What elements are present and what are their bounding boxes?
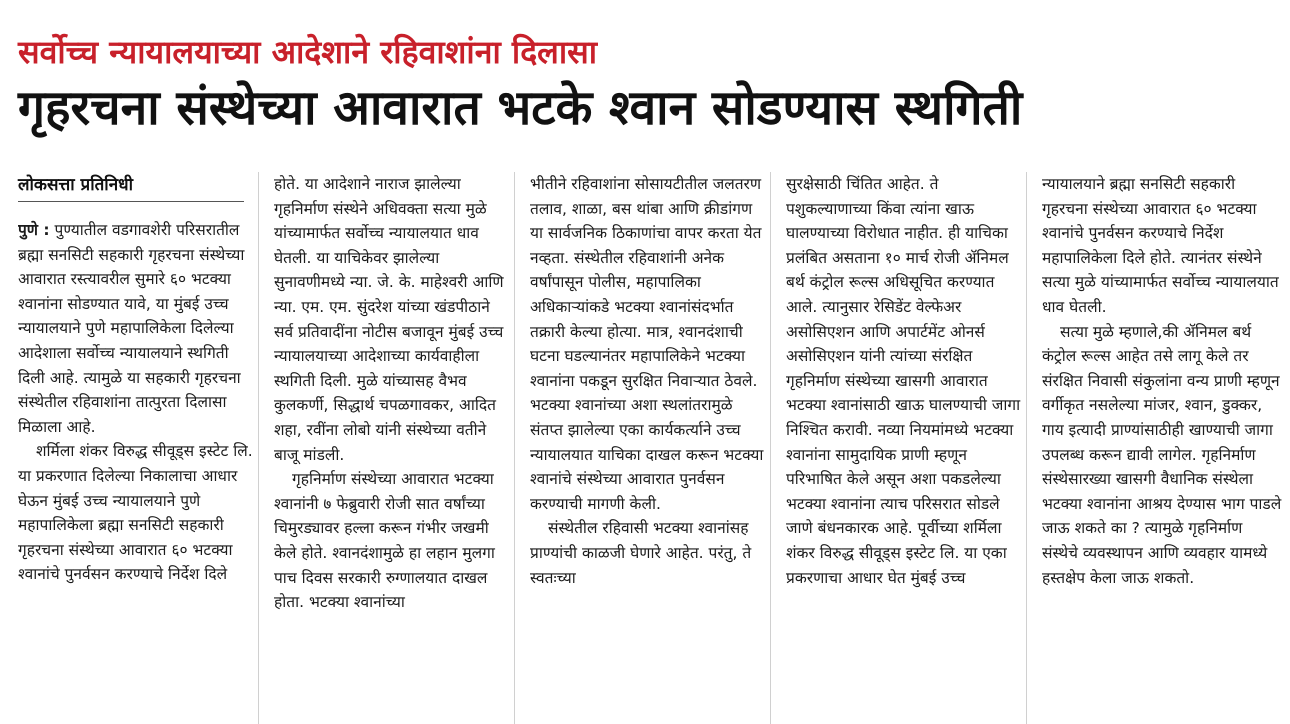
article-column-2 bbox=[274, 172, 509, 724]
column-4-paragraph-1: सुरक्षेसाठी चिंतित आहेत. ते पशुकल्याणाच्या किंवा त्यांना खाऊ घालण्याच्या विरोधात नाहीत. ही याचिका प्रलंबित असताना १० मार्च रोजी ॲनिमल बर्थ कंट्रोल रूल्स अधिसूचित करण्यात आले. त्यानुसार रेसिडेंट वेल्फेअर असोसिएशन आणि अपार्टमेंट ओनर्स असोसिएशन यांनी त्यांच्या संरक्षित गृहनिर्माण संस्थेच्या खासगी आवारात भटक्या श्वानांसाठी खाऊ घालण्याची जागा निश्चित करावी. नव्या नियमांमध्ये भटक्या श्वानांना सामुदायिक प्राणी म्हणून परिभाषित केले असून अशा पकडलेल्या भटक्या श्वानांना त्याच परिसरात सोडले जाणे बंधनकारक आहे. पूर्वीच्या शर्मिला शंकर विरुद्ध सीवूड्स इस्टेट लि. या एका प्रकरणाचा आधार घेत मुंबई उच्च bbox=[786, 175, 1021, 587]
column-2-paragraph-1: होते. या आदेशाने नाराज झालेल्या गृहनिर्माण संस्थेने अधिवक्ता सत्या मुळे यांच्यामार्फत सर्वोच्च न्यायालयात धाव घेतली. या याचिकेवर झालेल्या सुनावणीमध्ये न्या. जे. के. माहेश्वरी आणि न्या. एम. एम. सुंदरेश यांच्या खंडपीठाने सर्व प्रतिवादींना नोटीस बजावून मुंबई उच्च न्यायालयाच्या आदेशाच्या कार्यवाहीला स्थगिती दिली. मुळे यांच्यासह वैभव कुलकर्णी, सिद्धार्थ चपळगावकर, आदित शहा, रवींना लोबो यांनी संस्थेच्या वतीने बाजू मांडली. bbox=[274, 175, 504, 464]
article-kicker: सर्वोच्च न्यायालयाच्या आदेशाने रहिवाशांना दिलासा bbox=[18, 33, 598, 71]
article-column-4 bbox=[786, 172, 1021, 724]
article-column-3 bbox=[530, 172, 765, 724]
column-divider bbox=[1026, 172, 1027, 724]
dateline: पुणे : bbox=[18, 221, 50, 239]
column-divider bbox=[514, 172, 515, 724]
article-byline: लोकसत्ता प्रतिनिधी bbox=[18, 172, 244, 202]
article-column-5 bbox=[1042, 172, 1282, 724]
column-divider bbox=[258, 172, 259, 724]
article-column-1 bbox=[18, 218, 253, 724]
column-3-paragraph-1: भीतीने रहिवाशांना सोसायटीतील जलतरण तलाव, शाळा, बस थांबा आणि क्रीडांगण या सार्वजनिक ठिकाणांचा वापर करता येत नव्हता. संस्थेतील रहिवाशांनी अनेक वर्षांपासून पोलीस, महापालिका अधिकाऱ्यांकडे भटक्या श्वानांसंदर्भात तक्रारी केल्या होत्या. मात्र, श्वानदंशाची घटना घडल्यानंतर महापालिकेने भटक्या श्वानांना पकडून सुरक्षित निवाऱ्यात ठेवले. भटक्या श्वानांच्या अशा स्थलांतरामुळे संतप्त झालेल्या एका कार्यकर्त्याने उच्च न्यायालयात याचिका दाखल करून भटक्या श्वानांचे संस्थेच्या आवारात पुनर्वसन करण्याची मागणी केली. bbox=[530, 175, 764, 513]
column-divider bbox=[770, 172, 771, 724]
column-1-paragraph-1 bbox=[18, 218, 253, 439]
article-headline: गृहरचना संस्थेच्या आवारात भटके श्वान सोडण्यास स्थगिती bbox=[18, 80, 1023, 136]
column-2-paragraph-2: गृहनिर्माण संस्थेच्या आवारात भटक्या श्वानांनी ७ फेब्रुवारी रोजी सात वर्षांच्या चिमुरड्यावर हल्ला करून गंभीर जखमी केले होते. श्वानदंशामुळे हा लहान मुलगा पाच दिवस सरकारी रुग्णालयात दाखल होता. भटक्या श्वानांच्या bbox=[274, 470, 495, 612]
column-1-paragraph-1-text: पुण्यातील वडगावशेरी परिसरातील ब्रह्मा सनसिटी सहकारी गृहरचना संस्थेच्या आवारात रस्त्यावरील सुमारे ६० भटक्या श्वानांना सोडण्यात यावे, या मुंबई उच्च न्यायालयाने पुणे महापालिकेला दिलेल्या आदेशाला सर्वोच्च न्यायालयाने स्थगिती दिली आहे. त्यामुळे या सहकारी गृहरचना संस्थेतील रहिवाशांना तात्पुरता दिलासा मिळाला आहे. bbox=[18, 221, 245, 436]
column-3-paragraph-2: संस्थेतील रहिवासी भटक्या श्वानांसह प्राण्यांची काळजी घेणारे आहेत. परंतु, ते स्वतःच्या bbox=[530, 519, 752, 587]
column-1-paragraph-2: शर्मिला शंकर विरुद्ध सीवूड्स इस्टेट लि. या प्रकरणात दिलेल्या निकालाचा आधार घेऊन मुंबई उच्च न्यायालयाने पुणे महापालिकेला ब्रह्मा सनसिटी सहकारी गृहरचना संस्थेच्या आवारात ६० भटक्या श्वानांचे पुनर्वसन करण्याचे निर्देश दिले bbox=[18, 442, 253, 584]
column-5-paragraph-2: सत्या मुळे म्हणाले,की ॲनिमल बर्थ कंट्रोल रूल्स आहेत तसे लागू केले तर संरक्षित निवासी संकुलांना वन्य प्राणी म्हणून वर्गीकृत नसलेल्या मांजर, श्वान, डुक्कर, गाय इत्यादी प्राण्यांसाठीही खाण्याची जागा उपलब्ध करून द्यावी लागेल. गृहनिर्माण संस्थेसारख्या खासगी वैधानिक संस्थेला भटक्या श्वानांना आश्रय देण्यास भाग पाडले जाऊ शकते का ? त्यामुळे गृहनिर्माण संस्थेचे व्यवस्थापन आणि व्यवहार यामध्ये हस्तक्षेप केला जाऊ शकतो. bbox=[1042, 322, 1282, 587]
column-5-paragraph-1: न्यायालयाने ब्रह्मा सनसिटी सहकारी गृहरचना संस्थेच्या आवारात ६० भटक्या श्वानांचे पुनर्वसन करण्याचे निर्देश महापालिकेला दिले होते. त्यानंतर संस्थेने सत्या मुळे यांच्यामार्फत सर्वोच्च न्यायालयात धाव घेतली. bbox=[1042, 175, 1279, 316]
